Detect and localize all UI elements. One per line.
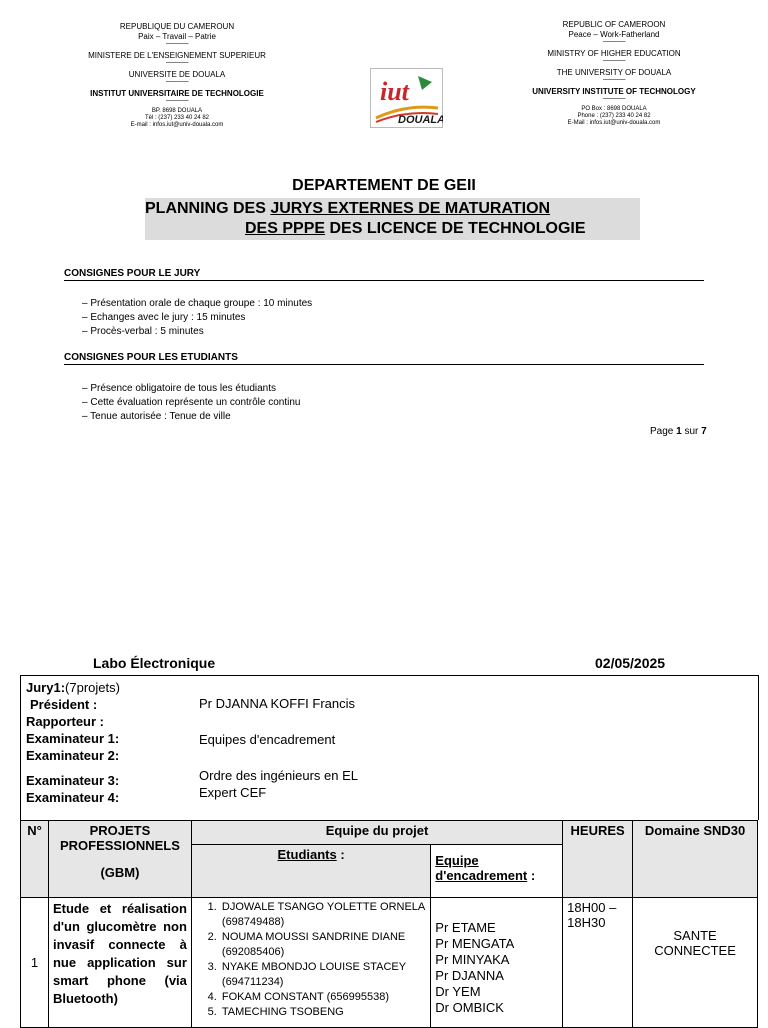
header-left-addr1: BP. 8698 DOUALA — [151, 108, 203, 114]
consignes-etudiants-title: CONSIGNES POUR LES ETUDIANTS — [64, 352, 704, 365]
col-header-projets — [48, 821, 191, 898]
header-right-line4: THE UNIVERSITY OF DOUALA — [556, 68, 672, 77]
etudiants-colon: : — [336, 847, 345, 862]
encadrant: Pr DJANNA — [435, 968, 504, 983]
header-right-sep: --------------- — [602, 77, 626, 83]
planning-title-part3: DES PPPE — [245, 220, 326, 237]
student-item: 4. FOKAM CONSTANT (656995538) — [220, 990, 426, 1005]
table-header-row — [21, 821, 758, 845]
page-indicator — [650, 426, 707, 437]
header-left-line5: INSTITUT UNIVERSITAIRE DE TECHNOLOGIE — [90, 89, 264, 98]
encadrant: Pr ETAME — [435, 920, 496, 935]
header-right-addr3: E-Mail : infos.iut@univ-douala.com — [567, 120, 661, 126]
list-item: – Procès-verbal : 5 minutes — [82, 325, 312, 339]
header-right-sep: --------------- — [602, 58, 626, 64]
consignes-jury-title: CONSIGNES POUR LE JURY — [64, 268, 704, 281]
header-left-sep: --------------- — [165, 98, 189, 104]
header-right-line5: UNIVERSITY INSTITUTE OF TECHNOLOGY — [532, 87, 696, 96]
planning-title-part2: JURYS EXTERNES DE MATURATION — [270, 200, 551, 217]
examinateur4-value: Expert CEF — [199, 785, 267, 800]
encadrant: Pr MENGATA — [435, 936, 515, 951]
list-item: – Tenue autorisée : Tenue de ville — [82, 410, 300, 424]
row-encadrement — [431, 898, 563, 1028]
examinateur2-label: Examinateur 2: — [26, 748, 120, 763]
header-right-line3: MINISTRY OF HIGHER EDUCATION — [547, 49, 681, 58]
logo-text-bottom: DOUALA — [398, 114, 443, 126]
logo-text-top: iut — [380, 77, 409, 106]
student-item: 5. TAMECHING TSOBENG — [220, 1005, 426, 1020]
list-item: – Echanges avec le jury : 15 minutes — [82, 311, 312, 325]
department-title: DEPARTEMENT DE GEII — [292, 177, 476, 194]
encadrant: Pr MINYAKA — [435, 952, 510, 967]
encadrant: Dr YEM — [435, 984, 481, 999]
examinateur3-value: Ordre des ingénieurs en EL — [199, 768, 358, 783]
header-left-sep: --------------- — [165, 79, 189, 85]
examinateurs-12-value: Equipes d'encadrement — [199, 732, 336, 747]
row-number: 1 — [21, 898, 49, 1028]
header-left-sep: --------------- — [165, 60, 189, 66]
examinateur4-label: Examinateur 4: — [26, 790, 120, 805]
jury-box — [20, 675, 759, 820]
president-value: Pr DJANNA KOFFI Francis — [199, 696, 356, 711]
iut-logo-graphic — [370, 68, 443, 128]
header-right-addr2: Phone : (237) 233 40 24 82 — [577, 113, 651, 119]
header-left-sep: --------------- — [165, 41, 189, 47]
header-right-line1: REPUBLIC OF CAMEROON — [562, 20, 666, 29]
planning-title-part4: DES LICENCE DE TECHNOLOGIE — [325, 220, 586, 237]
list-item: – Présence obligatoire de tous les étudiants — [82, 382, 300, 396]
etudiants-label: Etudiants — [277, 847, 337, 862]
planning-title — [145, 198, 640, 240]
planning-title-part1: PLANNING DES — [145, 200, 271, 217]
consignes-etudiants-list — [82, 382, 300, 424]
date: 02/05/2025 — [595, 655, 666, 671]
header-right-line2: Peace – Work-Fatherland — [568, 30, 660, 39]
header-right-addr1: PO Box : 8698 DOUALA — [581, 106, 647, 112]
header-right-sep: --------------- — [602, 96, 626, 102]
examinateur3-label: Examinateur 3: — [26, 773, 120, 788]
jury-count: (7projets) — [65, 680, 120, 695]
header-left-line1: REPUBLIQUE DU CAMEROUN — [119, 22, 235, 31]
rapporteur-label: Rapporteur : — [26, 714, 104, 729]
student-item: 3. NYAKE MBONDJO LOUISE STACEY (694711234) — [220, 960, 426, 990]
header-left-addr2: Tél : (237) 233 40 24 82 — [144, 115, 210, 121]
row-projet: Etude et réalisation d'un glucomètre non invasif connecte à nue application sur smart phone (via Bluetooth) — [48, 898, 191, 1028]
col-header-projets-sub: (GBM) — [100, 865, 140, 880]
col-header-heures: HEURES — [563, 821, 633, 898]
page-total: 7 — [701, 426, 707, 437]
list-item: – Cette évaluation représente un contrôle continu — [82, 396, 300, 410]
consignes-jury-list — [82, 297, 312, 339]
col-header-equipe: Equipe du projet — [191, 821, 562, 845]
student-item: 1. DJOWALE TSANGO YOLETTE ORNELA (698749488) — [220, 900, 426, 930]
examinateur1-label: Examinateur 1: — [26, 731, 120, 746]
list-item: – Présentation orale de chaque groupe : 10 minutes — [82, 297, 312, 311]
col-header-no: N° — [21, 821, 49, 898]
location: Labo Électronique — [93, 655, 216, 671]
col-header-domaine: Domaine SND30 — [633, 821, 758, 898]
page-sur: sur — [681, 426, 702, 437]
president-label: Président : — [30, 697, 98, 712]
projects-table — [20, 820, 758, 1028]
header-right-sep: --------------- — [602, 39, 626, 45]
encadrement-label: Equipe d'encadrement — [435, 853, 528, 883]
col-header-encadrement — [431, 845, 563, 898]
row-domaine: SANTE CONNECTEE — [633, 898, 758, 1028]
row-students — [191, 898, 430, 1028]
header-right — [530, 20, 698, 127]
header-left — [88, 22, 266, 129]
jury-name: Jury1: — [26, 680, 66, 695]
table-row — [21, 898, 758, 1028]
header-left-line2: Paix – Travail – Patrie — [138, 32, 216, 41]
header-left-line4: UNIVERSITE DE DOUALA — [128, 70, 226, 79]
row-heures: 18H00 – 18H30 — [563, 898, 633, 1028]
header-left-line3: MINISTERE DE L'ENSEIGNEMENT SUPERIEUR — [88, 51, 266, 60]
encadrant: Dr OMBICK — [435, 1000, 504, 1015]
encadrement-colon: : — [527, 868, 536, 883]
col-header-projets-label: PROJETS PROFESSIONNELS — [59, 823, 180, 853]
col-header-etudiants — [191, 845, 430, 898]
page-number: 1 — [676, 426, 682, 437]
iut-logo — [370, 68, 443, 128]
page-label: Page — [650, 426, 677, 437]
jury-labels — [26, 679, 120, 806]
header-left-addr3: E-mail : infos.iut@univ-douala.com — [130, 122, 224, 128]
student-item: 2. NOUMA MOUSSI SANDRINE DIANE (692085406) — [220, 930, 426, 960]
